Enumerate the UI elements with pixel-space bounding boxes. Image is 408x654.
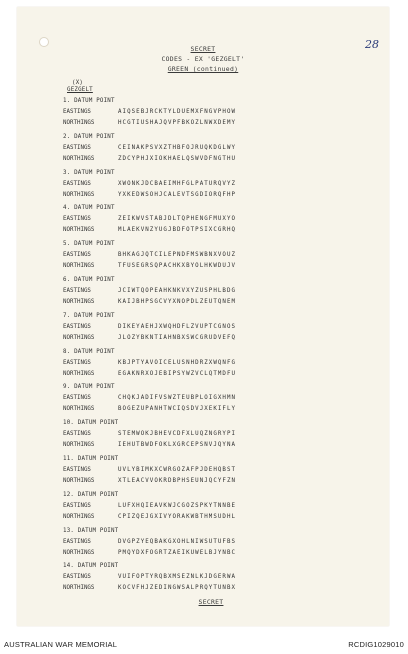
northings-label: NORTHINGS xyxy=(63,155,95,162)
eastings-label: EASTINGS xyxy=(63,288,91,294)
northings-label: NORTHINGS xyxy=(63,299,95,305)
eastings-label: EASTINGS xyxy=(63,574,91,581)
document-page xyxy=(17,7,389,626)
northings-label: NORTHINGS xyxy=(63,513,95,520)
northings-code: KAIJBHPSGCVYXNOPDLZEUTQNEM xyxy=(118,299,237,305)
datum-point-label: 3. DATUM POINT xyxy=(63,169,115,176)
datum-point-label: 12. DATUM POINT xyxy=(63,491,119,498)
eastings-code: JCIWTQOPEAHKNKVXYZUSPHLBDG xyxy=(118,288,237,294)
datum-point-label: 5. DATUM POINT xyxy=(63,241,115,248)
eastings-code: KBJPTYAVOICELUSNHDRZXWQNFG xyxy=(118,359,237,366)
northings-label: NORTHINGS xyxy=(63,549,95,556)
northings-label: NORTHINGS xyxy=(63,263,95,270)
datum-point-label: 13. DATUM POINT xyxy=(63,527,119,534)
northings-code: EGAKNRXOJEBIPSYWZVCLQTMDFU xyxy=(118,370,237,377)
northings-label: NORTHINGS xyxy=(63,585,95,592)
northings-code: YXKEDWSOHJCALEVTSGDIORQFHP xyxy=(118,191,237,198)
northings-code: XTLEACVVOKRDBPHSEUNJQCYFZN xyxy=(118,478,237,484)
eastings-label: EASTINGS xyxy=(63,431,91,438)
datum-point-label: 4. DATUM POINT xyxy=(63,205,115,212)
eastings-code: AIQSEBJRCKTYLDUEMXFNGVPHOW xyxy=(118,109,237,115)
eastings-label: EASTINGS xyxy=(63,395,91,402)
eastings-code: VUIFOPTYRQBXMSEZNLKJDGERWA xyxy=(118,574,237,581)
section-letter: (X) xyxy=(72,80,84,86)
datum-point-label: 7. DATUM POINT xyxy=(63,312,115,319)
datum-point-label: 14. DATUM POINT xyxy=(63,563,119,570)
eastings-code: BHKAGJQTCILEPNDFMSWBNXVOUZ xyxy=(118,252,237,259)
eastings-label: EASTINGS xyxy=(63,252,91,259)
eastings-code: LUFXHQIEAVKWJCGOZSPKYTNNBE xyxy=(118,502,237,509)
northings-code: HCGTIUSHAJQVPFBKOZLNWXDEMY xyxy=(118,120,237,126)
datum-point-label: 9. DATUM POINT xyxy=(63,384,115,391)
northings-label: NORTHINGS xyxy=(63,406,95,413)
northings-code: MLAEKVNZYUGJBDFOTPSIXCGRHQ xyxy=(118,227,237,234)
northings-code: IEHUTBWDFOKLXGRCEPSNVJQYNA xyxy=(118,442,237,449)
northings-label: NORTHINGS xyxy=(63,442,95,449)
datum-point-label: 8. DATUM POINT xyxy=(63,348,115,355)
datum-point-label: 6. DATUM POINT xyxy=(63,277,115,283)
northings-code: CPIZQEJGXIVYORAKWBTHMSUDHL xyxy=(118,513,237,520)
eastings-code: CEINAKPSVXZTHBFOJRUQKDGLWY xyxy=(118,144,237,151)
northings-code: ZDCYPHJXIOKHAELQSWVDFNGTHU xyxy=(118,155,237,162)
document-subtitle: GREEN (continued) xyxy=(167,65,239,73)
classification-header: SECRET xyxy=(190,45,216,53)
eastings-label: EASTINGS xyxy=(63,467,91,473)
northings-label: NORTHINGS xyxy=(63,191,95,198)
eastings-code: DIKEYAEHJXWQHDFLZVUPTCGNOS xyxy=(118,323,237,330)
eastings-label: EASTINGS xyxy=(63,323,91,330)
eastings-label: EASTINGS xyxy=(63,180,91,187)
northings-code: JLOZYBKNTIAHNBXSWCGRUDVEFQ xyxy=(118,334,237,341)
eastings-code: ZEIKWVSTABJDLTQPHENGFMUXYO xyxy=(118,216,237,223)
northings-label: NORTHINGS xyxy=(63,478,95,484)
eastings-code: XWONKJDCBAEIMHFGLPATURQVYZ xyxy=(118,180,237,187)
eastings-code: UVLYBIMKXCWRGOZAFPJDEHQBST xyxy=(118,467,237,473)
northings-code: PMQYDXFOGRTZAEIKUWELBJYNBC xyxy=(118,549,237,556)
classification-footer: SECRET xyxy=(198,598,224,606)
datum-point-label: 10. DATUM POINT xyxy=(63,420,119,427)
datum-point-label: 1. DATUM POINT xyxy=(63,98,115,104)
footer-archive-name: AUSTRALIAN WAR MEMORIAL xyxy=(4,640,118,649)
datum-point-label: 11. DATUM POINT xyxy=(63,456,119,462)
northings-code: BOGEZUPANHTWCIQSDVJXEKIFLY xyxy=(118,406,237,413)
eastings-code: DVGPZYEQBAKGXOHLNIWSUTUFBS xyxy=(118,538,237,545)
eastings-label: EASTINGS xyxy=(63,538,91,545)
northings-label: NORTHINGS xyxy=(63,227,95,234)
eastings-label: EASTINGS xyxy=(63,109,91,115)
eastings-label: EASTINGS xyxy=(63,502,91,509)
eastings-code: STEMWOKJBHEVCDFXLUQZNGRYPI xyxy=(118,431,237,438)
northings-code: TFUSEGRSQPACHKXBYOLHKWDUJV xyxy=(118,263,237,270)
eastings-label: EASTINGS xyxy=(63,216,91,223)
document-title: CODES - EX 'GEZGELT' xyxy=(161,55,245,63)
northings-label: NORTHINGS xyxy=(63,370,95,377)
eastings-code: CHQKJADIFVSWZTEUBPLOIGXHMN xyxy=(118,395,237,402)
northings-label: NORTHINGS xyxy=(63,120,95,126)
datum-point-label: 2. DATUM POINT xyxy=(63,133,115,140)
northings-label: NORTHINGS xyxy=(63,334,95,341)
northings-code: KOCVFHJZEDINGWSALPRQYTUNBX xyxy=(118,585,237,592)
section-name: GEZGELT xyxy=(67,87,93,93)
eastings-label: EASTINGS xyxy=(63,359,91,366)
eastings-label: EASTINGS xyxy=(63,144,91,151)
footer-record-id: RCDIG1029010 xyxy=(348,640,404,649)
page-number: 28 xyxy=(365,38,379,51)
